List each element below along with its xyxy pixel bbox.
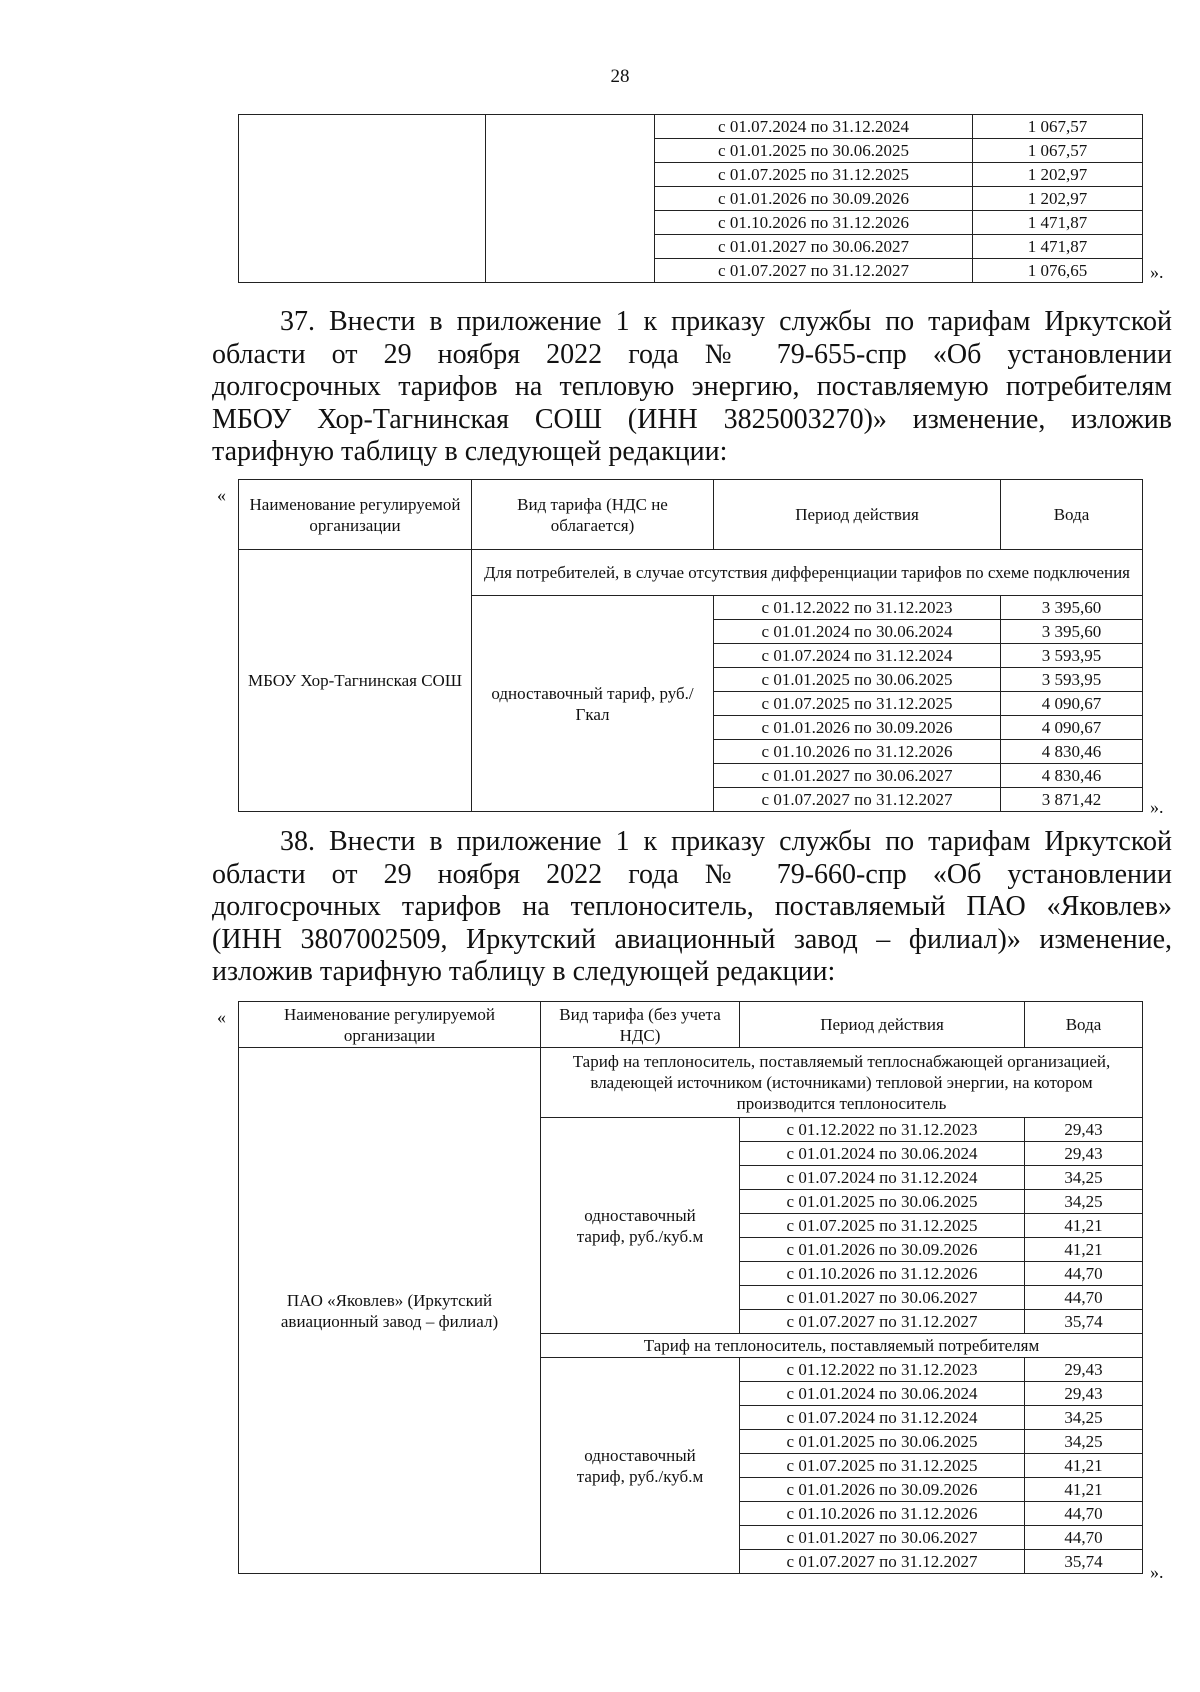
table-row-period: с 01.01.2027 по 30.06.2027 bbox=[655, 235, 973, 259]
table-row-value: 3 593,95 bbox=[1001, 644, 1143, 668]
paragraph-line: изложив тарифную таблицу в следующей редакции: bbox=[212, 956, 836, 987]
table-37 bbox=[238, 479, 1143, 812]
table-row-value: 4 090,67 bbox=[1001, 692, 1143, 716]
closing-quote: ». bbox=[1150, 1562, 1164, 1582]
table-row-period: с 01.07.2027 по 31.12.2027 bbox=[740, 1310, 1025, 1334]
table-row-value: 34,25 bbox=[1025, 1406, 1143, 1430]
table-row-value: 1 471,87 bbox=[973, 211, 1143, 235]
table-row-value: 41,21 bbox=[1025, 1214, 1143, 1238]
table-row-value: 4 830,46 bbox=[1001, 764, 1143, 788]
header-org: Наименование регулируемой организации bbox=[239, 1002, 541, 1048]
paragraph-line: долгосрочных тарифов на тепловую энергию, поставляемую потребителям bbox=[212, 371, 1172, 402]
table-row-period: с 01.01.2025 по 30.06.2025 bbox=[655, 139, 973, 163]
tariff-type: одноставочный тариф, руб./куб.м bbox=[541, 1118, 740, 1334]
header-tariff: Вид тарифа (без учета НДС) bbox=[541, 1002, 740, 1048]
table-row-value: 29,43 bbox=[1025, 1382, 1143, 1406]
table-row-period: с 01.07.2024 по 31.12.2024 bbox=[714, 644, 1001, 668]
table-row-value: 29,43 bbox=[1025, 1142, 1143, 1166]
table-row-period: с 01.12.2022 по 31.12.2023 bbox=[740, 1358, 1025, 1382]
table-row-period: с 01.10.2026 по 31.12.2026 bbox=[740, 1262, 1025, 1286]
table-row-period: с 01.01.2027 по 30.06.2027 bbox=[740, 1526, 1025, 1550]
table-row-period: с 01.12.2022 по 31.12.2023 bbox=[740, 1118, 1025, 1142]
section-title: Для потребителей, в случае отсутствия дифференциации тарифов по схеме подключения bbox=[472, 550, 1143, 596]
paragraph-line: 37. Внести в приложение 1 к приказу службы по тарифам Иркутской bbox=[280, 306, 1172, 337]
table-row-value: 1 067,57 bbox=[973, 115, 1143, 139]
table-top-tariff-cell bbox=[486, 115, 655, 283]
table-row-period: с 01.01.2026 по 30.09.2026 bbox=[740, 1238, 1025, 1262]
table-row-period: с 01.01.2026 по 30.09.2026 bbox=[740, 1478, 1025, 1502]
table-top-org-cell bbox=[239, 115, 486, 283]
paragraph-line: области от 29 ноября 2022 года № 79-660-спр «Об установлении bbox=[212, 858, 1172, 890]
table-row-value: 4 090,67 bbox=[1001, 716, 1143, 740]
table-row-value: 34,25 bbox=[1025, 1430, 1143, 1454]
paragraph-line: тарифную таблицу в следующей редакции: bbox=[212, 436, 728, 467]
paragraph-38 bbox=[212, 826, 1172, 989]
table-row-period: с 01.01.2025 по 30.06.2025 bbox=[740, 1430, 1025, 1454]
table-row-value: 29,43 bbox=[1025, 1118, 1143, 1142]
table-row-value: 3 395,60 bbox=[1001, 596, 1143, 620]
org-name: МБОУ Хор-Тагнинская СОШ bbox=[239, 550, 472, 812]
table-row-value: 41,21 bbox=[1025, 1454, 1143, 1478]
table-row-period: с 01.07.2024 по 31.12.2024 bbox=[740, 1166, 1025, 1190]
table-row-value: 44,70 bbox=[1025, 1526, 1143, 1550]
paragraph-line: 38. Внести в приложение 1 к приказу службы по тарифам Иркутской bbox=[280, 826, 1172, 857]
header-water: Вода bbox=[1001, 480, 1143, 550]
table-row-value: 1 202,97 bbox=[973, 187, 1143, 211]
header-water: Вода bbox=[1025, 1002, 1143, 1048]
table-row-value: 35,74 bbox=[1025, 1550, 1143, 1574]
opening-quote: « bbox=[217, 1007, 226, 1027]
section-title: Тариф на теплоноситель, поставляемый потребителям bbox=[541, 1334, 1143, 1358]
table-row-period: с 01.10.2026 по 31.12.2026 bbox=[714, 740, 1001, 764]
table-row-period: с 01.01.2025 по 30.06.2025 bbox=[740, 1190, 1025, 1214]
paragraph-line: области от 29 ноября 2022 года № 79-655-спр «Об установлении bbox=[212, 338, 1172, 370]
table-row-value: 41,21 bbox=[1025, 1238, 1143, 1262]
table-row-value: 34,25 bbox=[1025, 1166, 1143, 1190]
table-row-period: с 01.07.2027 по 31.12.2027 bbox=[655, 259, 973, 283]
table-row-value: 1 202,97 bbox=[973, 163, 1143, 187]
table-row-period: с 01.01.2024 по 30.06.2024 bbox=[740, 1142, 1025, 1166]
table-row-value: 1 076,65 bbox=[973, 259, 1143, 283]
org-name: ПАО «Яковлев» (Иркутский авиационный завод – филиал) bbox=[239, 1048, 541, 1574]
table-row-period: с 01.01.2025 по 30.06.2025 bbox=[714, 668, 1001, 692]
paragraph-line: долгосрочных тарифов на теплоноситель, поставляемый ПАО «Яковлев» bbox=[212, 891, 1172, 922]
table-row-period: с 01.07.2025 по 31.12.2025 bbox=[740, 1214, 1025, 1238]
table-row-period: с 01.07.2024 по 31.12.2024 bbox=[655, 115, 973, 139]
header-period: Период действия bbox=[740, 1002, 1025, 1048]
table-row-period: с 01.01.2026 по 30.09.2026 bbox=[714, 716, 1001, 740]
closing-quote: ». bbox=[1150, 262, 1164, 282]
tariff-type: одноставочный тариф, руб./куб.м bbox=[541, 1358, 740, 1574]
closing-quote: ». bbox=[1150, 797, 1164, 817]
table-row-period: с 01.07.2024 по 31.12.2024 bbox=[740, 1406, 1025, 1430]
table-row-value: 44,70 bbox=[1025, 1262, 1143, 1286]
table-row-period: с 01.10.2026 по 31.12.2026 bbox=[655, 211, 973, 235]
table-row-period: с 01.01.2024 по 30.06.2024 bbox=[740, 1382, 1025, 1406]
table-row-value: 29,43 bbox=[1025, 1358, 1143, 1382]
table-row-value: 44,70 bbox=[1025, 1286, 1143, 1310]
header-period: Период действия bbox=[714, 480, 1001, 550]
paragraph-line: (ИНН 3807002509, Иркутский авиационный завод – филиал)» изменение, bbox=[212, 923, 1172, 955]
table-row-period: с 01.10.2026 по 31.12.2026 bbox=[740, 1502, 1025, 1526]
table-row-value: 41,21 bbox=[1025, 1478, 1143, 1502]
table-row-period: с 01.07.2027 по 31.12.2027 bbox=[714, 788, 1001, 812]
header-tariff: Вид тарифа (НДС не облагается) bbox=[472, 480, 714, 550]
page-number: 28 bbox=[610, 66, 630, 87]
table-row-period: с 01.01.2027 по 30.06.2027 bbox=[740, 1286, 1025, 1310]
table-row-period: с 01.07.2027 по 31.12.2027 bbox=[740, 1550, 1025, 1574]
table-row-value: 3 395,60 bbox=[1001, 620, 1143, 644]
table-row-value: 3 593,95 bbox=[1001, 668, 1143, 692]
table-row-value: 3 871,42 bbox=[1001, 788, 1143, 812]
table-row-period: с 01.01.2027 по 30.06.2027 bbox=[714, 764, 1001, 788]
table-row-period: с 01.12.2022 по 31.12.2023 bbox=[714, 596, 1001, 620]
table-row-period: с 01.01.2026 по 30.09.2026 bbox=[655, 187, 973, 211]
table-row-period: с 01.01.2024 по 30.06.2024 bbox=[714, 620, 1001, 644]
table-row-value: 35,74 bbox=[1025, 1310, 1143, 1334]
table-row-value: 4 830,46 bbox=[1001, 740, 1143, 764]
table-top bbox=[238, 114, 1143, 283]
section-title: Тариф на теплоноситель, поставляемый теплоснабжающей организацией, владеющей источником (источниками) тепловой энергии, на котором производится теплоноситель bbox=[541, 1048, 1143, 1118]
table-row-period: с 01.07.2025 по 31.12.2025 bbox=[714, 692, 1001, 716]
header-org: Наименование регулируемой организации bbox=[239, 480, 472, 550]
table-row-value: 34,25 bbox=[1025, 1190, 1143, 1214]
table-row-value: 44,70 bbox=[1025, 1502, 1143, 1526]
opening-quote: « bbox=[217, 485, 226, 505]
table-38 bbox=[238, 1001, 1143, 1574]
table-row-value: 1 471,87 bbox=[973, 235, 1143, 259]
table-row-period: с 01.07.2025 по 31.12.2025 bbox=[655, 163, 973, 187]
table-row-value: 1 067,57 bbox=[973, 139, 1143, 163]
paragraph-line: МБОУ Хор-Тагнинская СОШ (ИНН 3825003270)» изменение, изложив bbox=[212, 403, 1172, 435]
paragraph-37 bbox=[212, 306, 1172, 469]
tariff-type: одноставочный тариф, руб./Гкал bbox=[472, 596, 714, 812]
table-row-period: с 01.07.2025 по 31.12.2025 bbox=[740, 1454, 1025, 1478]
